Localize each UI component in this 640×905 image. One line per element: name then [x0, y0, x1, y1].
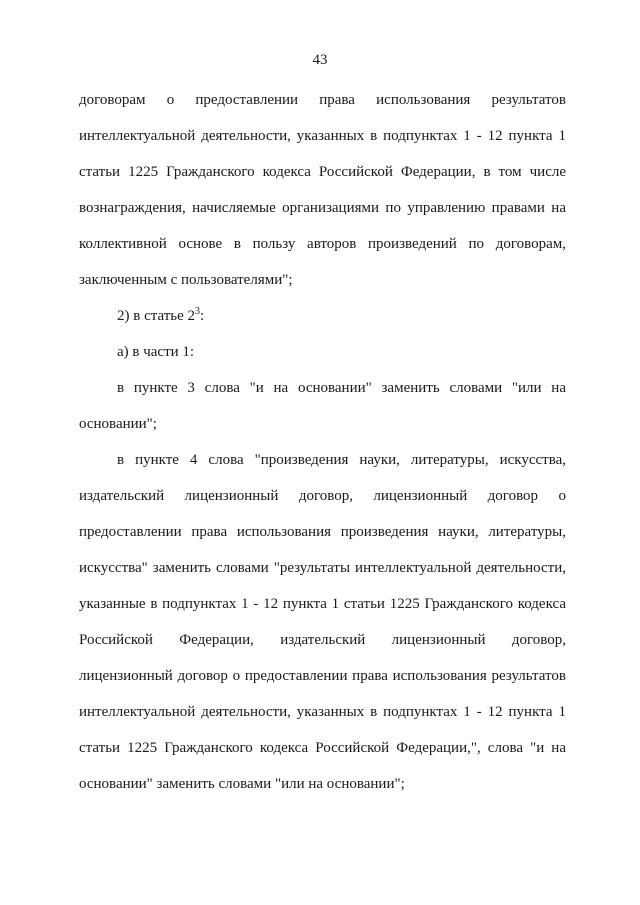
- text-line: коллективной основе в пользу авторов произведений по договорам,: [79, 236, 566, 252]
- text-line: в пункте 3 слова "и на основании" заменить словами "или на: [117, 380, 566, 396]
- page-number: 43: [312, 52, 328, 68]
- article-colon: :: [200, 308, 205, 324]
- article-label: 2) в статье 2: [117, 308, 196, 324]
- text-line: Российской Федерации, издательский лицензионный договор,: [79, 632, 566, 648]
- text-line: предоставлении права использования произведения науки, литературы,: [79, 524, 566, 540]
- text-line: интеллектуальной деятельности, указанных в подпунктах 1 - 12 пункта 1: [79, 704, 566, 720]
- text-line: основании";: [79, 416, 157, 432]
- text-line: статьи 1225 Гражданского кодекса Российской Федерации, в том числе: [79, 164, 566, 180]
- text-line: интеллектуальной деятельности, указанных в подпунктах 1 - 12 пункта 1: [79, 128, 566, 144]
- text-line: статьи 1225 Гражданского кодекса Российской Федерации,", слова "и на: [79, 740, 566, 756]
- text-line: указанные в подпунктах 1 - 12 пункта 1 статьи 1225 Гражданского кодекса: [79, 596, 566, 612]
- text-line: основании" заменить словами "или на основании";: [79, 776, 405, 792]
- text-line: искусства" заменить словами "результаты интеллектуальной деятельности,: [79, 560, 566, 576]
- text-line: в пункте 4 слова "произведения науки, литературы, искусства,: [117, 452, 566, 468]
- text-line: лицензионный договор о предоставлении права использования результатов: [79, 668, 566, 684]
- list-item-part: а) в части 1:: [117, 344, 195, 360]
- text-line: издательский лицензионный договор, лицензионный договор о: [79, 488, 566, 504]
- article-superscript: 3: [195, 306, 201, 317]
- text-line: заключенным с пользователями";: [79, 272, 293, 288]
- text-line: вознаграждения, начисляемые организациями по управлению правами на: [79, 200, 566, 216]
- list-item-article-heading: [117, 306, 204, 326]
- text-line: договорам о предоставлении права использования результатов: [79, 92, 566, 108]
